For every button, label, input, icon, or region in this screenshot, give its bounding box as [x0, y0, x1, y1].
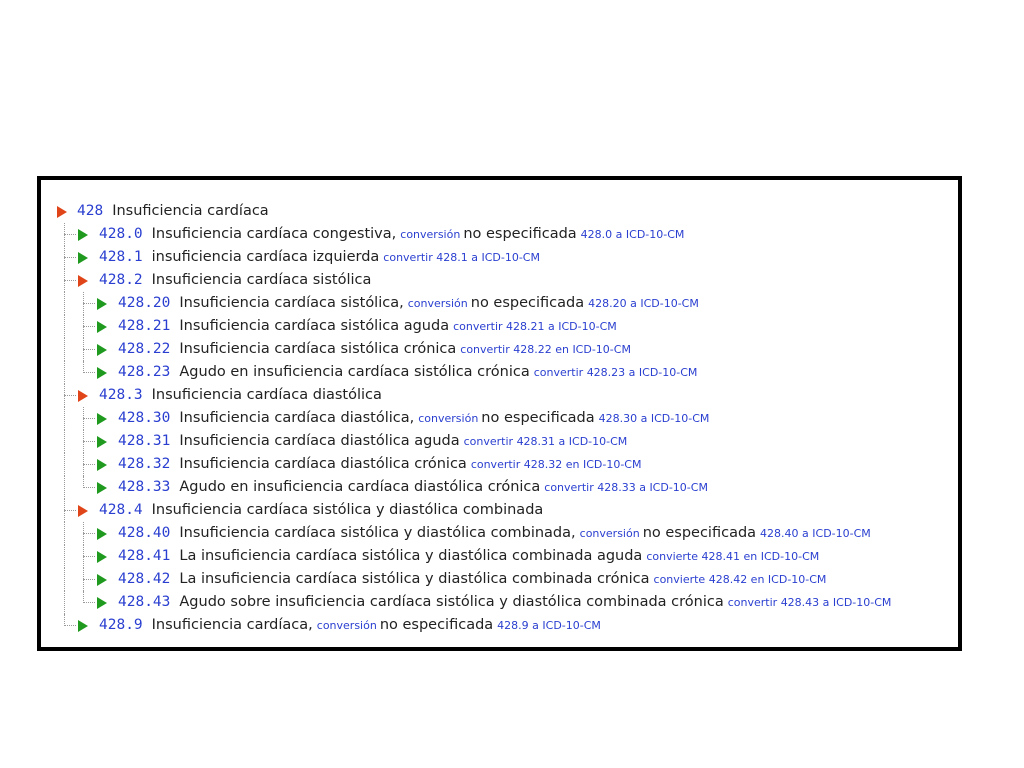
conversion-link[interactable]: conversión [407, 297, 468, 310]
description-suffix: no especificada [642, 525, 757, 541]
code-link[interactable]: 428.42 [118, 571, 171, 587]
collapsed-arrow-icon[interactable] [97, 413, 107, 425]
icd10-convert-link[interactable]: convierte 428.41 en ICD-10-CM [646, 550, 820, 563]
code-link[interactable]: 428.30 [118, 410, 171, 426]
description: La insuficiencia cardíaca sistólica y diastólica combinada crónica [179, 571, 650, 587]
description: Insuficiencia cardíaca diastólica [151, 387, 382, 403]
description: Insuficiencia cardíaca sistólica crónica [179, 341, 457, 357]
collapsed-arrow-icon[interactable] [97, 367, 107, 379]
tree-row-428-9[interactable] [41, 614, 958, 637]
description: Agudo en insuficiencia cardíaca diastólica crónica [179, 479, 541, 495]
code-link[interactable]: 428.32 [118, 456, 171, 472]
tree-row-428-42[interactable] [41, 568, 958, 591]
code-link[interactable]: 428.0 [99, 226, 143, 242]
icd10-convert-link[interactable]: convertir 428.31 a ICD-10-CM [463, 435, 628, 448]
conversion-link[interactable]: conversión [418, 412, 479, 425]
tree-row-428-22[interactable] [41, 338, 958, 361]
description-suffix: no especificada [463, 226, 577, 242]
tree-row-428-20[interactable] [41, 292, 958, 315]
tree-connector [83, 556, 95, 557]
description: Insuficiencia cardíaca diastólica, [179, 410, 415, 426]
tree-connector [64, 234, 76, 235]
icd10-convert-link[interactable]: 428.20 a ICD-10-CM [588, 297, 699, 310]
tree-connector [83, 441, 95, 442]
tree-row-428-3[interactable] [41, 384, 958, 407]
expanded-arrow-icon[interactable] [57, 206, 67, 218]
description: Insuficiencia cardíaca diastólica crónica [179, 456, 467, 472]
code-link[interactable]: 428 [77, 203, 104, 219]
code-link[interactable]: 428.2 [99, 272, 143, 288]
tree-guide [64, 568, 65, 591]
tree-guide [64, 522, 65, 545]
icd10-convert-link[interactable]: 428.40 a ICD-10-CM [760, 527, 871, 540]
tree-row-428-23[interactable] [41, 361, 958, 384]
icd10-convert-link[interactable]: convertir 428.22 en ICD-10-CM [460, 343, 631, 356]
description: Insuficiencia cardíaca diastólica aguda [179, 433, 460, 449]
code-link[interactable]: 428.3 [99, 387, 143, 403]
collapsed-arrow-icon[interactable] [78, 252, 88, 264]
tree-row-428-32[interactable] [41, 453, 958, 476]
description: Insuficiencia cardíaca [112, 203, 269, 219]
collapsed-arrow-icon[interactable] [97, 436, 107, 448]
icd10-convert-link[interactable]: convertir 428.33 a ICD-10-CM [544, 481, 708, 494]
code-link[interactable]: 428.31 [118, 433, 171, 449]
tree-guide [64, 476, 65, 499]
tree-row-428-41[interactable] [41, 545, 958, 568]
description: Insuficiencia cardíaca sistólica aguda [179, 318, 450, 334]
tree-connector [64, 257, 76, 258]
tree-connector [83, 303, 95, 304]
tree-root-row[interactable] [41, 200, 958, 223]
icd10-convert-link[interactable]: convertir 428.43 a ICD-10-CM [727, 596, 892, 609]
tree-row-428-21[interactable] [41, 315, 958, 338]
tree-guide [64, 292, 65, 315]
icd10-convert-link[interactable]: convertir 428.1 a ICD-10-CM [383, 251, 540, 264]
description-suffix: no especificada [470, 295, 585, 311]
description: Insuficiencia cardíaca sistólica [151, 272, 372, 288]
collapsed-arrow-icon[interactable] [97, 574, 107, 586]
tree-connector [64, 510, 76, 511]
tree-connector [83, 464, 95, 465]
tree-connector [83, 579, 95, 580]
tree-row-428-1[interactable] [41, 246, 958, 269]
tree-guide [64, 591, 65, 614]
tree-connector [83, 349, 95, 350]
tree-guide [64, 407, 65, 430]
tree-row-428-31[interactable] [41, 430, 958, 453]
description: insuficiencia cardíaca izquierda [151, 249, 380, 265]
collapsed-arrow-icon[interactable] [97, 528, 107, 540]
icd-tree-panel [37, 176, 962, 651]
conversion-link[interactable]: conversión [400, 228, 461, 241]
description: Insuficiencia cardíaca, [151, 617, 313, 633]
collapsed-arrow-icon[interactable] [97, 482, 107, 494]
collapsed-arrow-icon[interactable] [78, 620, 88, 632]
description-suffix: no especificada [481, 410, 595, 426]
collapsed-arrow-icon[interactable] [97, 551, 107, 563]
code-link[interactable]: 428.21 [118, 318, 171, 334]
collapsed-arrow-icon[interactable] [78, 229, 88, 241]
code-link[interactable]: 428.20 [118, 295, 171, 311]
expanded-arrow-icon[interactable] [78, 390, 88, 402]
tree-row-428-40[interactable] [41, 522, 958, 545]
description: Agudo en insuficiencia cardíaca sistólica crónica [179, 364, 530, 380]
icd10-convert-link[interactable]: convertir 428.32 en ICD-10-CM [470, 458, 642, 471]
tree-guide [64, 545, 65, 568]
icd10-convert-link[interactable]: 428.30 a ICD-10-CM [598, 412, 710, 425]
tree-guide [64, 315, 65, 338]
tree-row-428-2[interactable] [41, 269, 958, 292]
tree-row-428-4[interactable] [41, 499, 958, 522]
expanded-arrow-icon[interactable] [78, 505, 88, 517]
conversion-link[interactable]: conversión [579, 527, 640, 540]
description-suffix: no especificada [379, 617, 494, 633]
icd-tree [41, 200, 958, 637]
collapsed-arrow-icon[interactable] [97, 597, 107, 609]
tree-connector [83, 418, 95, 419]
icd10-convert-link[interactable]: 428.9 a ICD-10-CM [497, 619, 601, 632]
description: Agudo sobre insuficiencia cardíaca sistólica y diastólica combinada crónica [179, 594, 724, 610]
code-link[interactable]: 428.22 [118, 341, 171, 357]
tree-connector [64, 395, 76, 396]
description: La insuficiencia cardíaca sistólica y diastólica combinada aguda [179, 548, 643, 564]
description: Insuficiencia cardíaca sistólica y diastólica combinada [151, 502, 544, 518]
description: Insuficiencia cardíaca congestiva, [151, 226, 397, 242]
icd10-convert-link[interactable]: convertir 428.21 a ICD-10-CM [453, 320, 617, 333]
tree-connector [83, 602, 95, 603]
tree-guide [64, 338, 65, 361]
collapsed-arrow-icon[interactable] [97, 344, 107, 356]
tree-connector [64, 280, 76, 281]
code-link[interactable]: 428.1 [99, 249, 143, 265]
icd10-convert-link[interactable]: convertir 428.23 a ICD-10-CM [533, 366, 698, 379]
code-link[interactable]: 428.9 [99, 617, 143, 633]
code-link[interactable]: 428.41 [118, 548, 171, 564]
code-link[interactable]: 428.23 [118, 364, 171, 380]
tree-connector [83, 326, 95, 327]
tree-guide [64, 453, 65, 476]
tree-row-428-30[interactable] [41, 407, 958, 430]
description: Insuficiencia cardíaca sistólica, [179, 295, 404, 311]
code-link[interactable]: 428.43 [118, 594, 171, 610]
code-link[interactable]: 428.4 [99, 502, 143, 518]
tree-connector [83, 487, 95, 488]
icd10-convert-link[interactable]: 428.0 a ICD-10-CM [580, 228, 685, 241]
collapsed-arrow-icon[interactable] [97, 298, 107, 310]
tree-row-428-33[interactable] [41, 476, 958, 499]
tree-connector [83, 533, 95, 534]
conversion-link[interactable]: conversión [316, 619, 377, 632]
expanded-arrow-icon[interactable] [78, 275, 88, 287]
code-link[interactable]: 428.40 [118, 525, 171, 541]
tree-row-428-0[interactable] [41, 223, 958, 246]
tree-guide [64, 430, 65, 453]
collapsed-arrow-icon[interactable] [97, 321, 107, 333]
tree-connector [83, 372, 95, 373]
code-link[interactable]: 428.33 [118, 479, 171, 495]
tree-guide [64, 361, 65, 384]
tree-row-428-43[interactable] [41, 591, 958, 614]
icd10-convert-link[interactable]: convierte 428.42 en ICD-10-CM [653, 573, 827, 586]
description: Insuficiencia cardíaca sistólica y diastólica combinada, [179, 525, 576, 541]
collapsed-arrow-icon[interactable] [97, 459, 107, 471]
tree-connector [64, 625, 76, 626]
